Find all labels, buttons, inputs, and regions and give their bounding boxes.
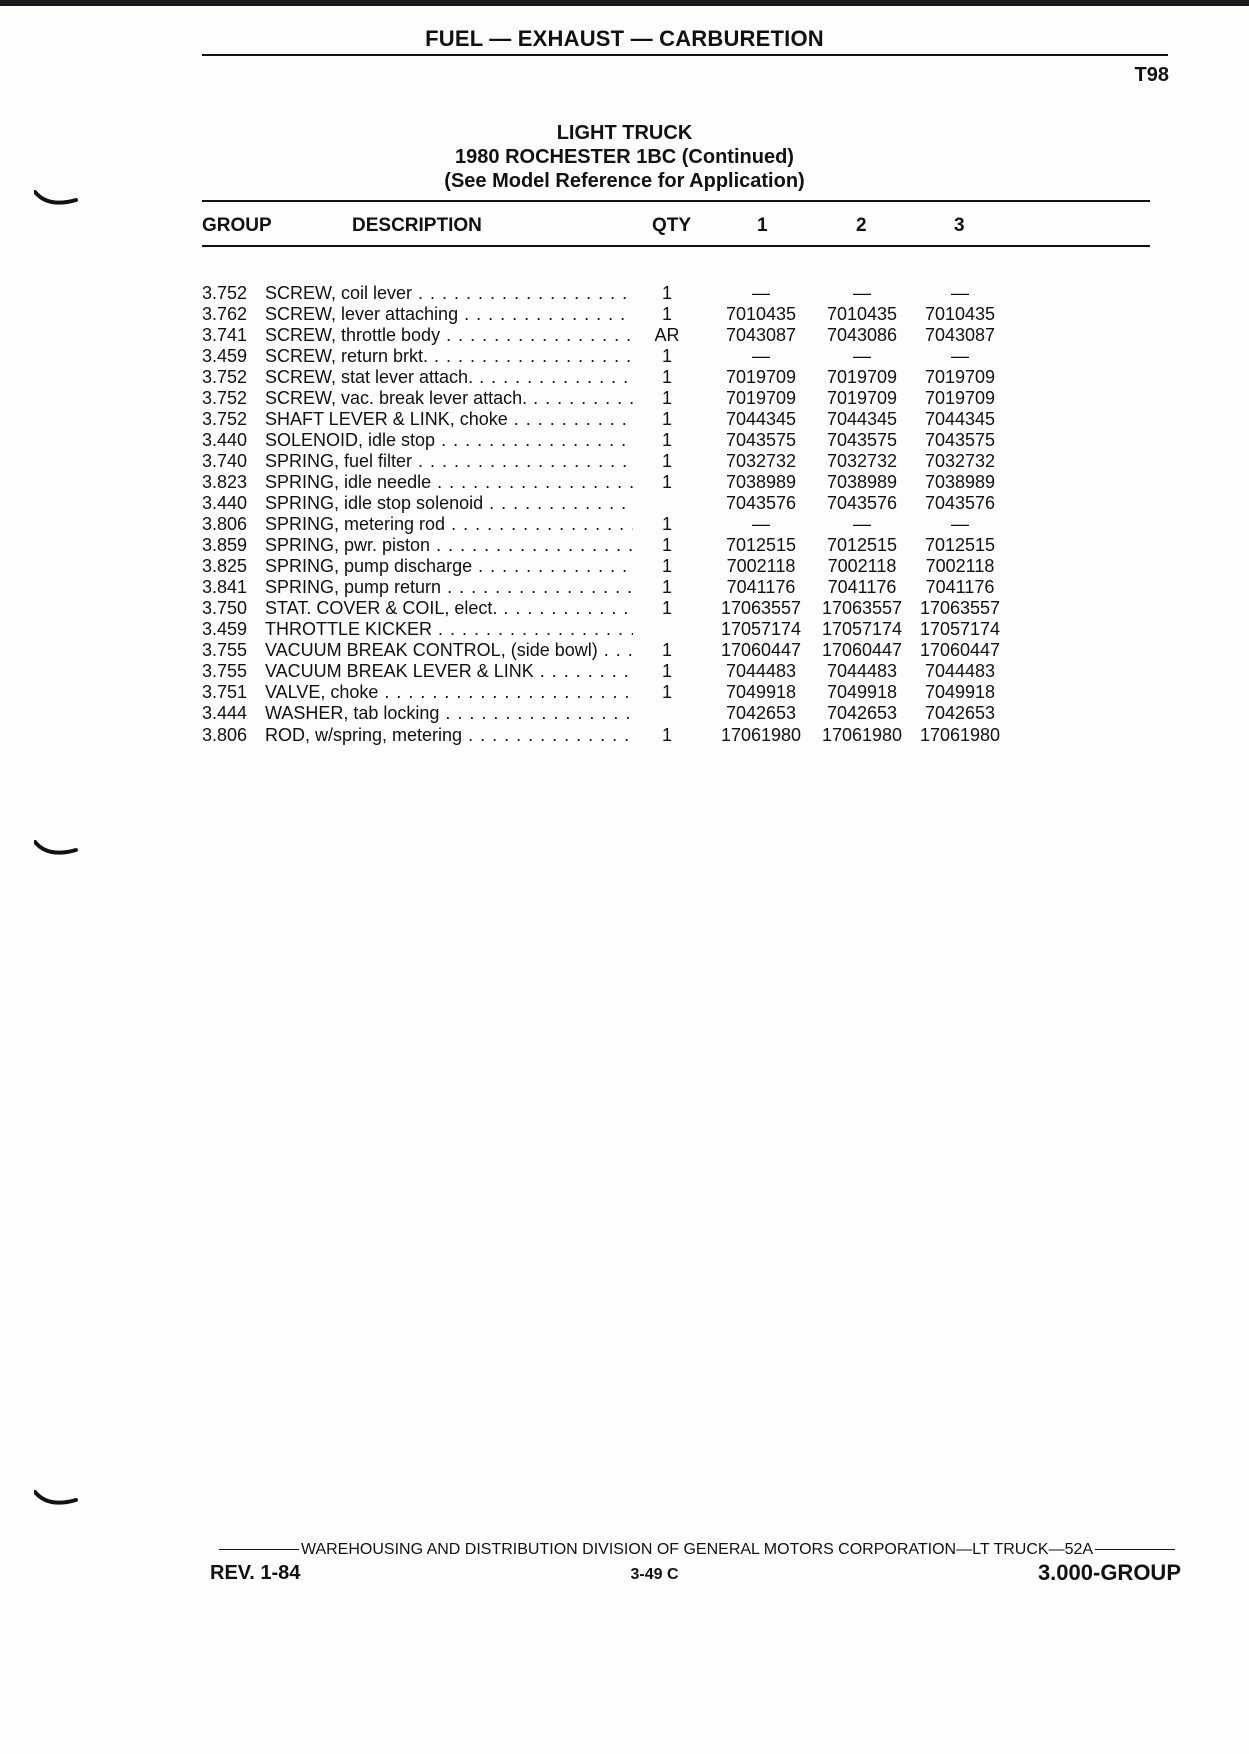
group-cell: 3.825: [202, 556, 248, 576]
column-header-description: DESCRIPTION: [352, 215, 482, 236]
part-number-3-cell: 7010435: [924, 304, 996, 324]
part-number-1-cell: 7032732: [725, 451, 797, 471]
part-number-2-cell: 7042653: [826, 703, 898, 723]
description-cell: SCREW, lever attaching . . .: [265, 304, 633, 325]
qty-cell: 1: [661, 346, 672, 366]
page-top-edge: [0, 0, 1249, 6]
qty-cell: 1: [661, 388, 672, 408]
description-cell: STAT. COVER & COIL, elect. . . .: [265, 598, 633, 619]
group-cell: 3.750: [202, 598, 248, 618]
part-number-2-cell: 7019709: [826, 367, 898, 387]
group-cell: 3.752: [202, 388, 248, 408]
part-number-3-cell: —: [951, 346, 969, 366]
description-cell: SPRING, metering rod . . .: [265, 514, 633, 535]
qty-cell: 1: [661, 661, 672, 681]
table-row: [0, 367, 1249, 388]
description-cell: SCREW, coil lever . . .: [265, 283, 633, 304]
revision-label: REV. 1-84: [210, 1562, 301, 1584]
part-number-1-cell: 7049918: [725, 682, 797, 702]
part-number-1-cell: 17057174: [720, 619, 802, 639]
part-number-1-cell: 17060447: [720, 640, 802, 660]
description-cell: SCREW, vac. break lever attach. . . .: [265, 388, 633, 409]
qty-cell: 1: [661, 409, 672, 429]
table-header-rule: [202, 245, 1150, 247]
part-number-1-cell: 7019709: [725, 367, 797, 387]
description-cell: THROTTLE KICKER . . .: [265, 619, 633, 640]
description-cell: SHAFT LEVER & LINK, choke . . .: [265, 409, 633, 430]
qty-cell: 1: [661, 451, 672, 471]
part-number-1-cell: 7044345: [725, 409, 797, 429]
part-number-1-cell: 7044483: [725, 661, 797, 681]
group-cell: 3.740: [202, 451, 248, 471]
group-cell: 3.755: [202, 661, 248, 681]
page-number: 3-49 C: [630, 1566, 679, 1583]
column-header-group: GROUP: [202, 215, 272, 236]
table-row: [0, 556, 1249, 577]
table-row: [0, 661, 1249, 682]
part-number-3-cell: 7012515: [924, 535, 996, 555]
table-row: [0, 409, 1249, 430]
table-row: [0, 725, 1249, 746]
description-cell: SOLENOID, idle stop . . .: [265, 430, 633, 451]
group-cell: 3.806: [202, 514, 248, 534]
group-cell: 3.440: [202, 430, 248, 450]
part-number-3-cell: 7032732: [924, 451, 996, 471]
part-number-3-cell: 7044345: [924, 409, 996, 429]
binder-hole-mark: [34, 840, 78, 860]
qty-cell: AR: [654, 325, 680, 345]
part-number-2-cell: 7002118: [827, 556, 897, 576]
part-number-1-cell: —: [752, 514, 770, 534]
table-row: [0, 640, 1249, 661]
table-row: [0, 430, 1249, 451]
qty-cell: 1: [661, 577, 672, 597]
description-cell: SPRING, fuel filter . . .: [265, 451, 633, 472]
table-row: [0, 346, 1249, 367]
part-number-2-cell: —: [853, 283, 871, 303]
description-cell: SCREW, stat lever attach. . . .: [265, 367, 633, 388]
part-number-2-cell: 7044345: [826, 409, 898, 429]
qty-cell: 1: [661, 682, 672, 702]
part-number-1-cell: 7043087: [725, 325, 797, 345]
description-cell: ROD, w/spring, metering . . .: [265, 725, 633, 746]
footer-dash: [1095, 1549, 1175, 1550]
column-header-1: 1: [757, 215, 768, 236]
part-number-3-cell: 7043576: [924, 493, 996, 513]
part-number-3-cell: 7049918: [924, 682, 996, 702]
part-number-3-cell: 7044483: [924, 661, 996, 681]
description-cell: WASHER, tab locking . . .: [265, 703, 633, 724]
description-cell: SPRING, pwr. piston . . .: [265, 535, 633, 556]
qty-cell: 1: [661, 640, 672, 660]
page-code: T98: [1134, 64, 1169, 86]
part-number-3-cell: 7019709: [924, 367, 996, 387]
table-row: [0, 703, 1249, 724]
part-number-3-cell: 7042653: [924, 703, 996, 723]
table-row: [0, 514, 1249, 535]
table-top-rule: [202, 200, 1150, 202]
part-number-1-cell: 7010435: [725, 304, 797, 324]
part-number-3-cell: 7043575: [924, 430, 996, 450]
part-number-1-cell: 7042653: [725, 703, 797, 723]
part-number-2-cell: 7043575: [826, 430, 898, 450]
qty-cell: 1: [661, 535, 672, 555]
part-number-2-cell: 17061980: [821, 725, 903, 745]
table-row: [0, 682, 1249, 703]
description-cell: SPRING, pump discharge . . .: [265, 556, 633, 577]
qty-cell: 1: [661, 514, 672, 534]
part-number-2-cell: 17063557: [821, 598, 903, 618]
part-number-1-cell: 17063557: [720, 598, 802, 618]
column-header-qty: QTY: [652, 215, 692, 236]
qty-cell: 1: [661, 283, 672, 303]
group-cell: 3.752: [202, 283, 248, 303]
table-row: [0, 304, 1249, 325]
heading-line-1: LIGHT TRUCK: [556, 122, 693, 144]
part-number-3-cell: —: [951, 283, 969, 303]
part-number-2-cell: 7043086: [826, 325, 898, 345]
table-row: [0, 577, 1249, 598]
column-header-3: 3: [954, 215, 965, 236]
qty-cell: 1: [661, 556, 672, 576]
column-header-2: 2: [856, 215, 867, 236]
qty-cell: 1: [661, 304, 672, 324]
part-number-2-cell: 17060447: [821, 640, 903, 660]
description-cell: VACUUM BREAK LEVER & LINK . . .: [265, 661, 633, 682]
description-cell: SPRING, idle needle . . .: [265, 472, 633, 493]
qty-cell: 1: [661, 725, 672, 745]
heading-line-2: 1980 ROCHESTER 1BC (Continued): [455, 146, 794, 168]
part-number-1-cell: 7019709: [725, 388, 797, 408]
part-number-3-cell: 7002118: [925, 556, 995, 576]
part-number-2-cell: 7049918: [826, 682, 898, 702]
group-cell: 3.841: [202, 577, 248, 597]
table-row: [0, 283, 1249, 304]
group-cell: 3.806: [202, 725, 248, 745]
part-number-3-cell: —: [951, 514, 969, 534]
part-number-1-cell: 7041176: [726, 577, 796, 597]
group-code: 3.000-GROUP: [1037, 1560, 1181, 1585]
description-cell: SPRING, idle stop solenoid . . .: [265, 493, 633, 514]
part-number-2-cell: 7043576: [826, 493, 898, 513]
binder-hole-mark: [34, 190, 78, 210]
group-cell: 3.751: [202, 682, 248, 702]
part-number-2-cell: 7038989: [826, 472, 898, 492]
part-number-2-cell: —: [853, 346, 871, 366]
part-number-1-cell: 7012515: [725, 535, 797, 555]
part-number-1-cell: 7002118: [726, 556, 796, 576]
qty-cell: 1: [661, 472, 672, 492]
title-rule: [202, 54, 1168, 56]
part-number-2-cell: 7044483: [826, 661, 898, 681]
section-title: FUEL — EXHAUST — CARBURETION: [425, 26, 824, 51]
table-row: [0, 451, 1249, 472]
part-number-1-cell: 7043575: [725, 430, 797, 450]
part-number-3-cell: 17063557: [919, 598, 1001, 618]
description-cell: SPRING, pump return . . .: [265, 577, 633, 598]
footer-dash: [219, 1549, 299, 1550]
part-number-3-cell: 17057174: [919, 619, 1001, 639]
footer-publisher-line: [215, 1541, 1179, 1559]
table-row: [0, 325, 1249, 346]
part-number-2-cell: 7019709: [826, 388, 898, 408]
part-number-2-cell: 7041176: [827, 577, 897, 597]
group-cell: 3.440: [202, 493, 248, 513]
table-row: [0, 598, 1249, 619]
description-cell: VALVE, choke . . .: [265, 682, 633, 703]
part-number-1-cell: —: [752, 283, 770, 303]
group-cell: 3.459: [202, 346, 248, 366]
table-row: [0, 619, 1249, 640]
table-row: [0, 535, 1249, 556]
group-cell: 3.741: [202, 325, 248, 345]
table-row: [0, 388, 1249, 409]
part-number-3-cell: 7043087: [924, 325, 996, 345]
group-cell: 3.762: [202, 304, 248, 324]
part-number-2-cell: 7010435: [826, 304, 898, 324]
qty-cell: 1: [661, 430, 672, 450]
description-cell: SCREW, return brkt. . . .: [265, 346, 633, 367]
group-cell: 3.823: [202, 472, 248, 492]
part-number-1-cell: 7038989: [725, 472, 797, 492]
heading-line-3: (See Model Reference for Application): [444, 170, 805, 192]
part-number-3-cell: 17060447: [919, 640, 1001, 660]
part-number-1-cell: 7043576: [725, 493, 797, 513]
part-number-3-cell: 17061980: [919, 725, 1001, 745]
group-cell: 3.459: [202, 619, 248, 639]
part-number-2-cell: 7032732: [826, 451, 898, 471]
description-cell: SCREW, throttle body . . .: [265, 325, 633, 346]
group-cell: 3.752: [202, 409, 248, 429]
group-cell: 3.752: [202, 367, 248, 387]
group-cell: 3.859: [202, 535, 248, 555]
part-number-1-cell: 17061980: [720, 725, 802, 745]
group-cell: 3.444: [202, 703, 248, 723]
qty-cell: 1: [661, 598, 672, 618]
part-number-3-cell: 7038989: [924, 472, 996, 492]
footer-publisher: WAREHOUSING AND DISTRIBUTION DIVISION OF GENERAL MOTORS CORPORATION—LT TRUCK—52A: [300, 1541, 1094, 1558]
part-number-1-cell: —: [752, 346, 770, 366]
qty-cell: 1: [661, 367, 672, 387]
part-number-3-cell: 7019709: [924, 388, 996, 408]
description-cell: VACUUM BREAK CONTROL, (side bowl) . . .: [265, 640, 633, 661]
group-cell: 3.755: [202, 640, 248, 660]
part-number-2-cell: 17057174: [821, 619, 903, 639]
binder-hole-mark: [34, 1490, 78, 1510]
table-row: [0, 472, 1249, 493]
table-row: [0, 493, 1249, 514]
part-number-2-cell: —: [853, 514, 871, 534]
part-number-3-cell: 7041176: [925, 577, 995, 597]
part-number-2-cell: 7012515: [826, 535, 898, 555]
